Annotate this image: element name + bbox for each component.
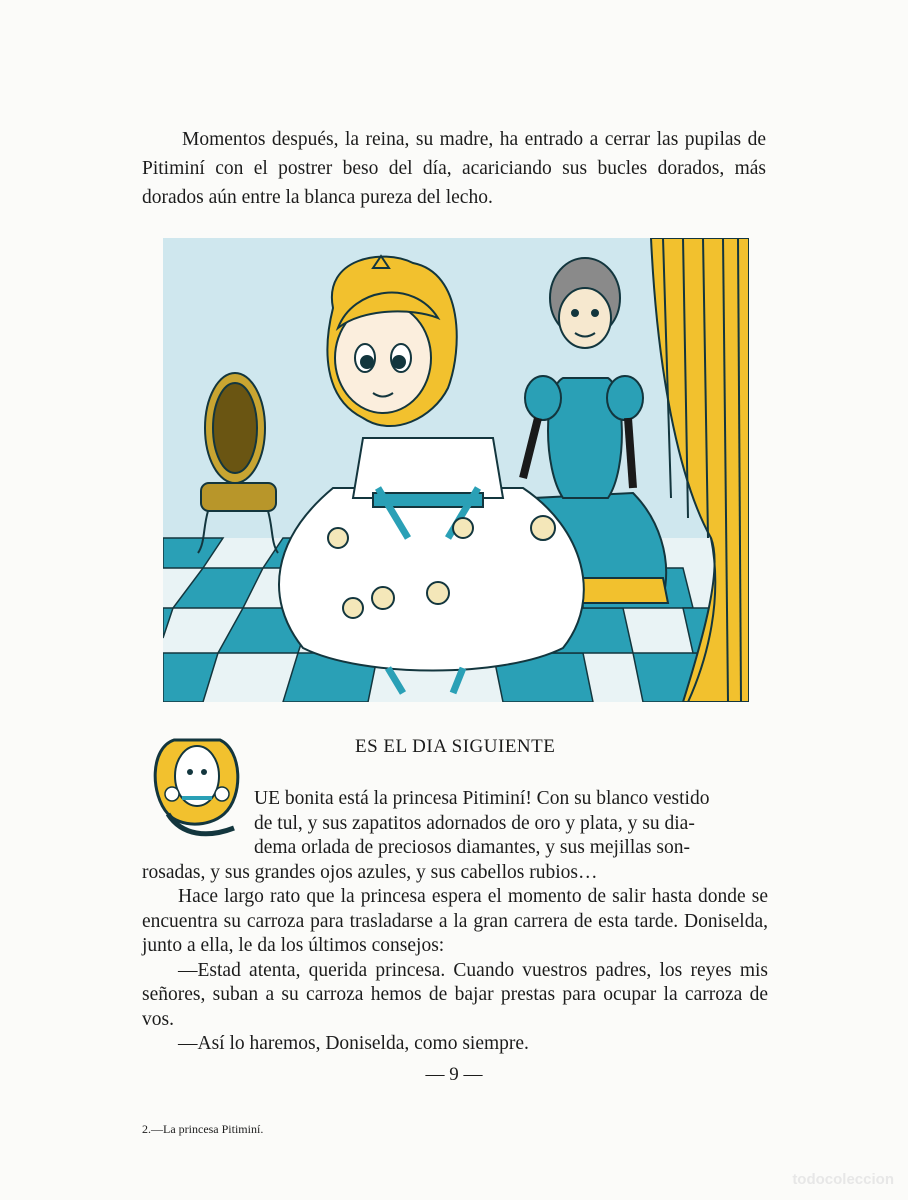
- body-paragraph-3: —Estad atenta, querida princesa. Cuando vuestros padres, los reyes mis señores, suban a su carroza hemos de bajar prestas para ocupar la carroza de vos.: [142, 959, 768, 1030]
- chair: [198, 373, 278, 553]
- body-line-4: rosadas, y sus grandes ojos azules, y sus cabellos rubios…: [142, 861, 598, 883]
- body-line-2: de tul, y sus zapatitos adornados de oro y plata, y su dia-: [254, 812, 695, 834]
- footnote: 2.—La princesa Pitiminí.: [142, 1122, 264, 1136]
- princess-figure: [279, 256, 584, 693]
- story-illustration: [163, 238, 749, 702]
- section-heading: ES EL DIA SIGUIENTE: [355, 736, 556, 757]
- body-text: [142, 787, 768, 1057]
- top-paragraph: Momentos después, la reina, su madre, ha entrado a cerrar las pupilas de Pitiminí con el postrer beso del día, acariciando sus bucles dorados, más dorados aún entre la blanca pureza del lecho.: [142, 129, 766, 208]
- body-paragraph-2: Hace largo rato que la princesa espera el momento de salir hasta donde se encuentra su carroza para trasladarse a la gran carrera de esta tarde. Doniselda, junto a ella, le da los últimos consejos:: [142, 886, 768, 956]
- watermark: todocoleccion: [792, 1171, 894, 1188]
- body-line-1: UE bonita está la princesa Pitiminí! Con su blanco vestido: [254, 788, 710, 809]
- illustration-drawing: [163, 238, 749, 702]
- body-line-3: dema orlada de preciosos diamantes, y sus mejillas son-: [254, 837, 690, 858]
- body-paragraph-4: —Así lo haremos, Doniselda, como siempre.: [178, 1033, 529, 1054]
- page-number: — 9 —: [425, 1064, 483, 1085]
